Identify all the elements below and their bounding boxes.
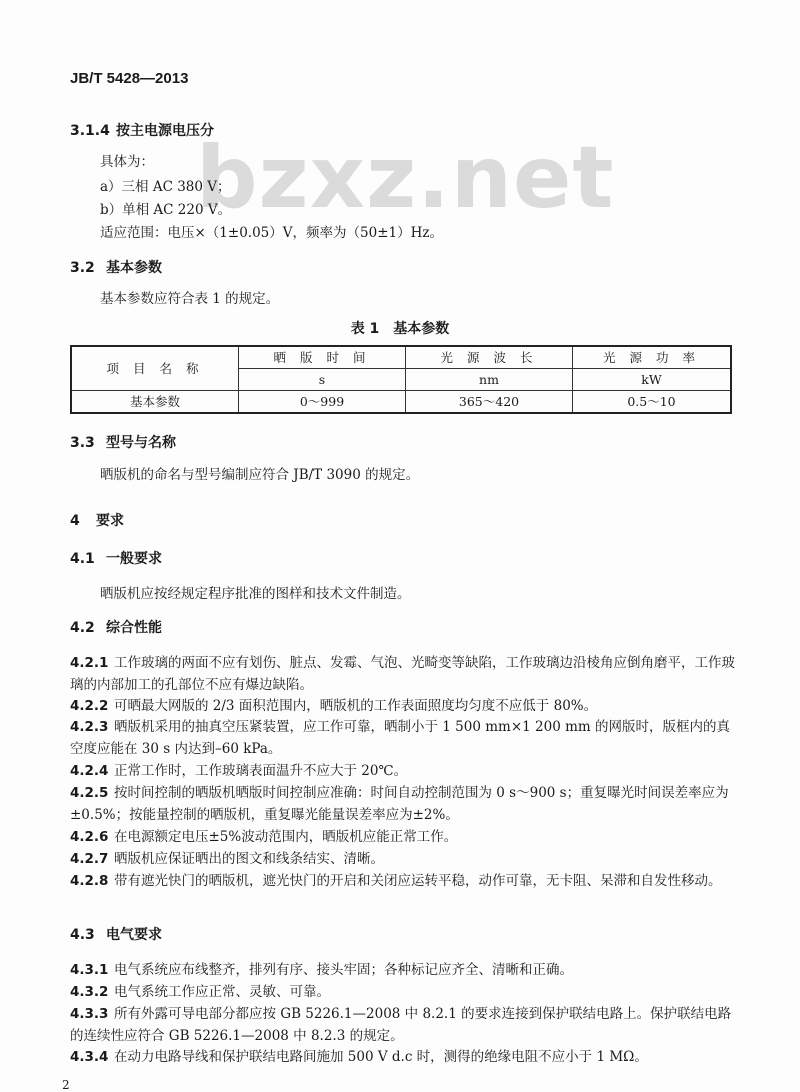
table-unit-cell: nm (406, 368, 573, 390)
clause-number: 4.2.3 (70, 719, 109, 735)
table-header-row (71, 346, 731, 368)
clause-text: 晒版机应保证晒出的图文和线条结实、清晰。 (114, 851, 384, 867)
clause-text: 电气系统工作应正常、灵敏、可靠。 (114, 984, 330, 1000)
clause-text: 在电源额定电压±5%波动范围内，晒版机应能正常工作。 (114, 829, 458, 845)
table-cell: 0.5～10 (573, 390, 732, 413)
heading-3-2 (70, 257, 162, 277)
text-line: 适应范围：电压×（1±0.05）V，频率为（50±1）Hz。 (100, 225, 443, 241)
heading-title: 按主电源电压分 (116, 123, 214, 139)
clause-4-3-3 (70, 1003, 736, 1047)
watermark-text: bzxz.net (196, 128, 615, 228)
paragraph-3-3: 晒版机的命名与型号编制应符合 JB/T 3090 的规定。 (100, 467, 420, 483)
clause-text: 正常工作时，工作玻璃表面温升不应大于 20℃。 (114, 763, 408, 779)
clause-text: 带有遮光快门的晒版机，遮光快门的开启和关闭应运转平稳，动作可靠，无卡阻、呆滞和自发性移动。 (114, 873, 722, 889)
heading-number: 3.3 (70, 435, 95, 451)
clause-number: 4.3.1 (70, 962, 109, 978)
clause-4-2-8 (70, 870, 736, 892)
clause-text: 在动力电路导线和保护联结电路间施加 500 V d.c 时，测得的绝缘电阻不应小于 1 MΩ。 (114, 1049, 648, 1065)
heading-4-3 (70, 924, 162, 944)
table-caption: 表 1 基本参数 (350, 321, 450, 337)
clause-number: 4.3.4 (70, 1049, 109, 1065)
clause-4-2-3 (70, 716, 736, 760)
clause-4-3-2 (70, 981, 736, 1003)
text-line: b）单相 AC 220 V。 (100, 202, 232, 218)
clause-4-2-4 (70, 760, 736, 782)
table-cell: 0～999 (239, 390, 406, 413)
clause-text: 可晒最大网版的 2/3 面积范围内，晒版机的工作表面照度均匀度不应低于 80%。 (114, 698, 598, 714)
paragraph-4-1: 晒版机应按经规定程序批准的图样和技术文件制造。 (100, 586, 411, 602)
text-line: a）三相 AC 380 V； (100, 179, 231, 195)
heading-number: 4.2 (70, 620, 95, 636)
heading-number: 4 (70, 513, 80, 529)
clause-4-2-2 (70, 695, 736, 717)
heading-number: 4.1 (70, 551, 95, 567)
heading-3-3 (70, 432, 176, 452)
standard-code-header: JB/T 5428—2013 (70, 70, 189, 87)
clause-number: 4.2.2 (70, 698, 109, 714)
clause-text: 工作玻璃的两面不应有划伤、脏点、发霉、气泡、光畸变等缺陷，工作玻璃边沿棱角应倒角磨平，工作玻璃的内部加工的孔部位不应有爆边缺陷。 (70, 655, 735, 693)
heading-title: 型号与名称 (106, 435, 176, 451)
clause-text: 按时间控制的晒版机晒版时间控制应准确：时间自动控制范围为 0 s～900 s；重复曝光时间误差率应为±0.5%；按能量控制的晒版机，重复曝光能量误差率应为±2%。 (70, 785, 729, 823)
clause-text: 所有外露可导电部分都应按 GB 5226.1—2008 中 8.2.1 的要求连接到保护联结电路上。保护联结电路的连续性应符合 GB 5226.1—2008 中 8.2.3 的规定。 (70, 1006, 732, 1044)
heading-title: 基本参数 (106, 260, 162, 276)
heading-4-1 (70, 548, 162, 568)
clause-4-2-7 (70, 848, 736, 870)
clause-number: 4.3.3 (70, 1006, 109, 1022)
table-header-cell: 光 源 波 长 (406, 346, 573, 368)
clause-number: 4.2.8 (70, 873, 109, 889)
heading-title: 要求 (96, 513, 124, 529)
clause-number: 4.3.2 (70, 984, 109, 1000)
heading-number: 3.1.4 (70, 123, 110, 139)
heading-3-1-4 (70, 120, 214, 140)
table-unit-cell: s (239, 368, 406, 390)
table-cell: 365～420 (406, 390, 573, 413)
clause-4-2-5 (70, 782, 736, 826)
clause-text: 晒版机采用的抽真空压紧装置，应工作可靠，晒制小于 1 500 mm×1 200 mm 的网版时，版框内的真空度应能在 30 s 内达到–60 kPa。 (70, 719, 730, 757)
table-row (71, 390, 731, 413)
clause-number: 4.2.6 (70, 829, 109, 845)
clause-number: 4.2.5 (70, 785, 109, 801)
clause-4-3-1 (70, 959, 736, 981)
page-number: 2 (62, 1078, 70, 1092)
clause-4-2-6 (70, 826, 736, 848)
clause-4-2-1 (70, 652, 736, 696)
heading-4 (70, 510, 124, 530)
table-cell: 基本参数 (71, 390, 239, 413)
clause-4-3-4 (70, 1046, 736, 1068)
heading-number: 3.2 (70, 260, 95, 276)
heading-4-2 (70, 617, 162, 637)
table-header-cell: 光 源 功 率 (573, 346, 732, 368)
heading-title: 一般要求 (106, 551, 162, 567)
table-header-cell: 晒 版 时 间 (239, 346, 406, 368)
clause-number: 4.2.4 (70, 763, 109, 779)
basic-parameters-table (70, 345, 732, 414)
paragraph-3-2: 基本参数应符合表 1 的规定。 (100, 291, 280, 307)
heading-number: 4.3 (70, 927, 95, 943)
table-unit-cell: kW (573, 368, 732, 390)
text-line: 具体为： (100, 154, 154, 170)
clause-number: 4.2.1 (70, 655, 109, 671)
heading-title: 综合性能 (106, 620, 162, 636)
clause-text: 电气系统应布线整齐，排列有序、接头牢固；各种标记应齐全、清晰和正确。 (114, 962, 573, 978)
clause-number: 4.2.7 (70, 851, 109, 867)
table-header-cell: 项 目 名 称 (71, 346, 239, 390)
heading-title: 电气要求 (106, 927, 162, 943)
